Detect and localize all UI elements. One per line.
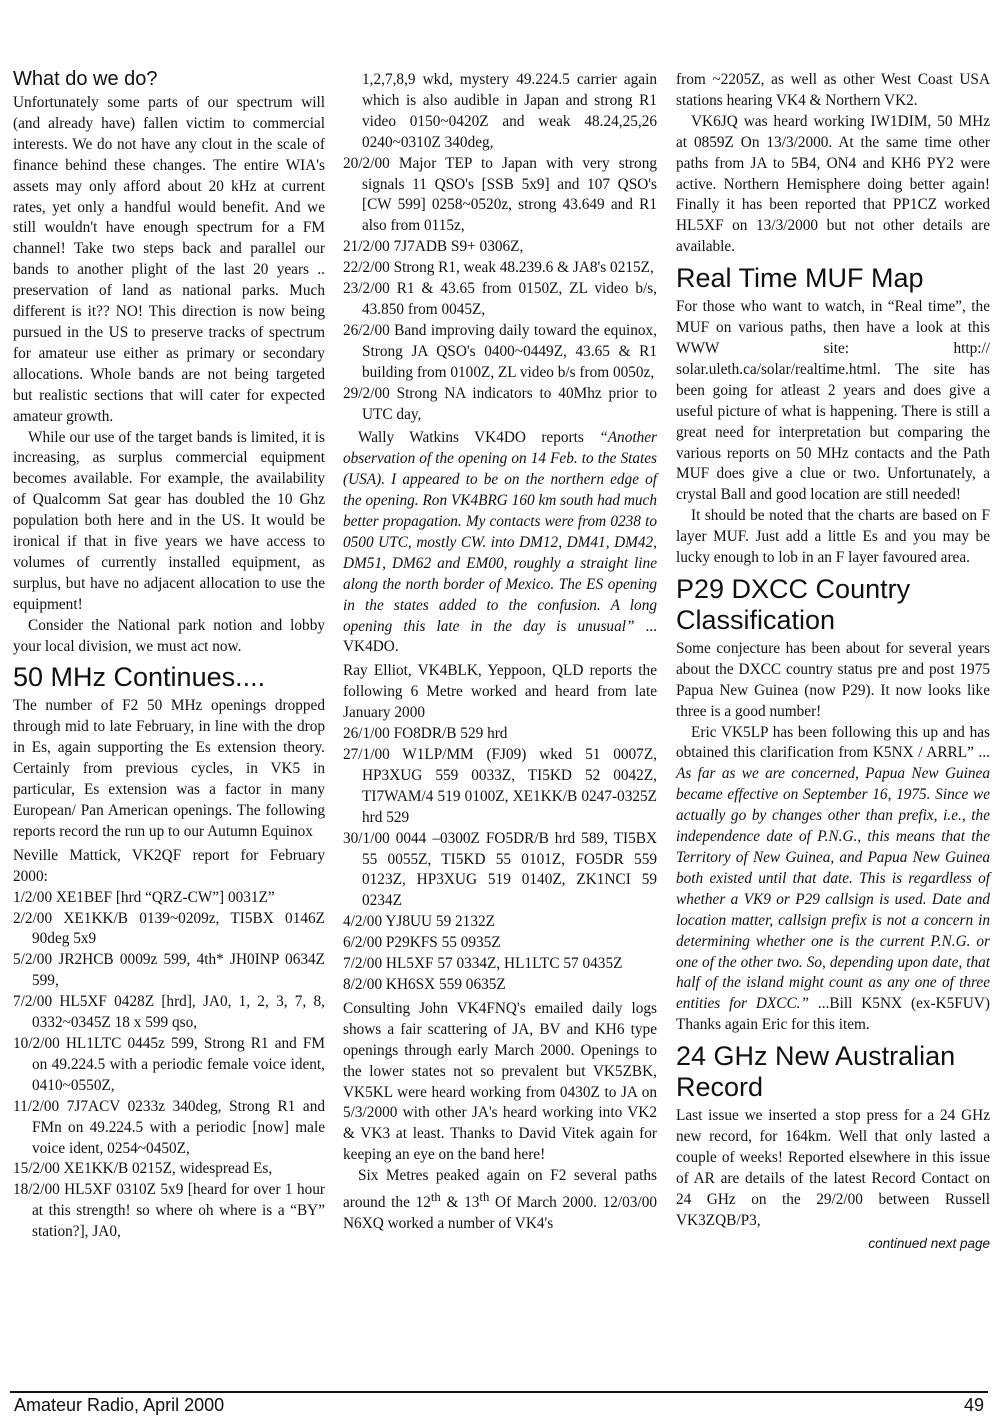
log-entry: 6/2/00 P29KFS 55 0935Z	[343, 934, 501, 952]
wally-end: ... VK4DO.	[343, 617, 658, 656]
footer-rule	[10, 1391, 988, 1393]
paragraph-wally-report	[343, 428, 657, 658]
paragraph: Consider the National park notion and lobby your local division, we must act now.	[13, 616, 325, 655]
heading-24ghz-record: 24 GHz New Australian Record	[676, 1041, 956, 1103]
heading-50mhz-continues: 50 MHz Continues....	[13, 662, 266, 693]
paragraph: VK6JQ was heard working IW1DIM, 50 MHz at 0859Z On 13/3/2000. At the same time other paths from JA to 5B4, ON4 and KH6 PY2 were active. Northern Hemisphere doing better again! Finally it has been reported that PP1CZ worked HL5XF on 13/3/2000 but not other details are available.	[676, 112, 990, 256]
log-entry: 26/1/00 FO8DR/B 529 hrd	[343, 725, 508, 743]
log-entry: 8/2/00 KH6SX 559 0635Z	[343, 975, 506, 993]
paragraph: from ~2205Z, as well as other West Coast USA stations hearing VK4 & Northern VK2.	[676, 71, 990, 109]
paragraph-eric-report: Eric VK5LP has been following this up and has obtained this clarification from K5NX / ARRL” ... As far as we are concerned, Papua New Guinea became effective on September 16, 1975. Since we actually go by changes other than prefix, i.e., the independence date of P.N.G., this means that the Territory of New Guinea, and Papua New Guinea both existed until that date. This is regardless of whether a VK9 or P29 callsign is used. Date and location matter, callsign prefix is not a concern in determining whether one is the current P.N.G. or one of the other two. So, depending upon date, that half of the island might count as any one of three entities for DXCC.” ...Bill K5NX (ex-K5FUV) Thanks again Eric for this item.	[676, 723, 990, 1034]
log-entry: 2/2/00 XE1KK/B 0139~0209z, TI5BX 0146Z 90deg 5x9	[13, 909, 325, 948]
paragraph: While our use of the target bands is limited, it is increasing, as surplus commercial equipment becomes available. For example, the availability of Qualcomm Sat gear has doubled the 10 Ghz population both here and in the US. It would be ironical if that in five years we have access to volumes of currently installed equipment, as surplus, but have no adjacent allocation to use the equipment!	[13, 428, 325, 613]
paragraph: Unfortunately some parts of our spectrum will (and already have) fallen victim to commercial interests. We do not have any clout in the scale of finance behind these changes. The entire WIA's assets may only afford about 20 kHz at current rates, yet only a handful would benefit. And we still wouldn't have enough spectrum for a FM channel! Take two steps back and parallel our bands to another plight of the last 20 years .. preservation of land as national parks. Much different is it?? NO! This direction is now being pursued in the US to preserve tracks of spectrum for amateur use either as primary or secondary allocations. Whole bands are not being targeted but realistic sections that will cater for expected amateur growth.	[13, 94, 325, 425]
log-entry: 7/2/00 HL5XF 0428Z [hrd], JA0, 1, 2, 3, 7, 8, 0332~0345Z 18 x 599 qso,	[13, 993, 325, 1032]
paragraph: For those who want to watch, in “Real time”, the MUF on various paths, then have a look at this WWW site: http:// solar.uleth.ca/solar/realtime.html. The site has been going for atleast 2 years and does give a useful picture of what is happening. There is still a great need for interpretation but comparing the various reports on 50 MHz contacts and the Path MUF does give a clue or two. Unfortunately, a crystal Ball and good location are still needed!	[676, 298, 990, 504]
footer-publication: Amateur Radio, April 2000	[14, 1395, 225, 1415]
heading-p29-dxcc: P29 DXCC Country Classification	[676, 573, 911, 635]
log-entry: 4/2/00 YJ8UU 59 2132Z	[343, 913, 495, 931]
log-entry: 26/2/00 Band improving daily toward the equinox, Strong JA QSO's 0400~0449Z, 43.65 & R1 building from 0100Z, ZL video b/s from 0050z,	[343, 321, 657, 381]
log-entry: 20/2/00 Major TEP to Japan with very strong signals 11 QSO's [SSB 5x9] and 107 QSO's [CW 599] 0258~0520z, strong 43.649 and R1 also from 0115z,	[343, 154, 657, 235]
page-number: 49	[963, 1395, 984, 1415]
log-entry: 27/1/00 W1LP/MM (FJ09) wked 51 0007Z, HP3XUG 559 0033Z, TI5KD 52 0042Z, TI7WAM/4 519 0100Z, XE1KK/B 0247-0325Z hrd 529	[343, 746, 657, 826]
paragraph: It should be noted that the charts are based on F layer MUF. Just add a little Es and you may be lucky enough to lob in an F layer favoured area.	[676, 507, 990, 567]
heading-real-time-muf-map: Real Time MUF Map	[676, 263, 924, 294]
paragraph: Neville Mattick, VK2QF report for February 2000:	[13, 846, 325, 885]
log-entry: 1,2,7,8,9 wkd, mystery 49.224.5 carrier again which is also audible in Japan and strong R1 video 0150~0420Z and weak 48.24,25,26 0240~0310Z 340deg,	[362, 71, 657, 151]
wally-intro: Wally Watkins VK4DO reports	[358, 429, 600, 447]
column-3	[676, 70, 990, 1255]
continued-next-page: continued next page	[868, 1235, 990, 1251]
log-entry: 29/2/00 Strong NA indicators to 40Mhz prior to UTC day,	[343, 384, 657, 423]
paragraph: The number of F2 50 MHz openings dropped through mid to late February, in line with the drop in Es, again supporting the Es extension theory. Certainly from previous cycles, in VK5 in particular, Es extension was a factor in many European/ Pan American openings. The following reports record the run up to our Autumn Equinox	[13, 697, 325, 840]
log-entry: 21/2/00 7J7ADB S9+ 0306Z,	[343, 238, 524, 256]
log-entry: 23/2/00 R1 & 43.65 from 0150Z, ZL video b/s, 43.850 from 0045Z,	[343, 280, 657, 318]
paragraph: Ray Elliot, VK4BLK, Yeppoon, QLD reports the following 6 Metre worked and heard from late January 2000	[343, 662, 657, 722]
paragraph: Some conjecture has been about for several years about the DXCC country status pre and post 1975 Papua New Guinea (now P29). It now looks like three is a good number!	[676, 639, 990, 720]
column-2	[343, 70, 657, 1235]
log-entry: 1/2/00 XE1BEF [hrd “QRZ-CW”] 0031Z”	[13, 888, 275, 906]
log-entry: 11/2/00 7J7ACV 0233z 340deg, Strong R1 and FMn on 49.224.5 with a periodic [now] male voice ident, 0254~0450Z,	[13, 1097, 325, 1157]
log-entry: 10/2/00 HL1LTC 0445z 599, Strong R1 and FM on 49.224.5 with a periodic female voice ident, 0410~0550Z,	[13, 1034, 325, 1094]
paragraph: Last issue we inserted a stop press for a 24 GHz new record, for 164km. Well that only lasted a couple of weeks! Reported elsewhere in this issue of AR are details of the latest Record Contact on 24 GHz on the 29/2/00 between Russell VK3ZQB/P3,	[676, 1107, 990, 1229]
log-entry: 15/2/00 XE1KK/B 0215Z, widespread Es,	[13, 1160, 273, 1178]
paragraph-six-metres: Six Metres peaked again on F2 several paths around the 12th & 13th Of March 2000. 12/03/00 N6XQ worked a number of VK4's	[343, 1167, 658, 1233]
log-entry: 18/2/00 HL5XF 0310Z 5x9 [heard for over 1 hour at this strength! so where oh where is a “BY” station?], JA0,	[13, 1181, 325, 1241]
log-entry: 7/2/00 HL5XF 57 0334Z, HL1LTC 57 0435Z	[343, 955, 623, 973]
log-entry: 30/1/00 0044 –0300Z FO5DR/B hrd 589, TI5BX 55 0055Z, TI5KD 55 0101Z, FO5DR 559 0123Z, HP3XUG 519 0140Z, ZK1NCI 59 0234Z	[343, 829, 657, 910]
column-1	[13, 66, 325, 1243]
heading-what-do-we-do: What do we do?	[13, 68, 158, 90]
log-entry: 22/2/00 Strong R1, weak 48.239.6 & JA8's 0215Z,	[343, 259, 654, 277]
log-entry: 5/2/00 JR2HCB 0009z 599, 4th* JH0INP 0634Z 599,	[13, 951, 325, 990]
wally-quote: “Another observation of the opening on 14 Feb. to the States (USA). I appeared to be on the northern edge of the opening. Ron VK4BRG 160 km south had much better propagation. My contacts were from 0238 to 0500 UTC, mostly CW. into DM12, DM41, DM42, DM51, DM62 and EM00, roughly a straight line along the north border of Mexico. The ES opening in the states added to the confusion. A long opening this late in the day is unusual”	[343, 429, 657, 635]
paragraph: Consulting John VK4FNQ's emailed daily logs shows a fair scattering of JA, BV and KH6 type openings through early March 2000. Openings to the lower states not so prevalent but VK5ZBK, VK5KL were heard working from 0430Z to JA on 5/3/2000 with other JA's heard working into VK2 & VK3 at least. Thanks to David Vitek again for keeping an eye on the band here!	[343, 999, 657, 1164]
